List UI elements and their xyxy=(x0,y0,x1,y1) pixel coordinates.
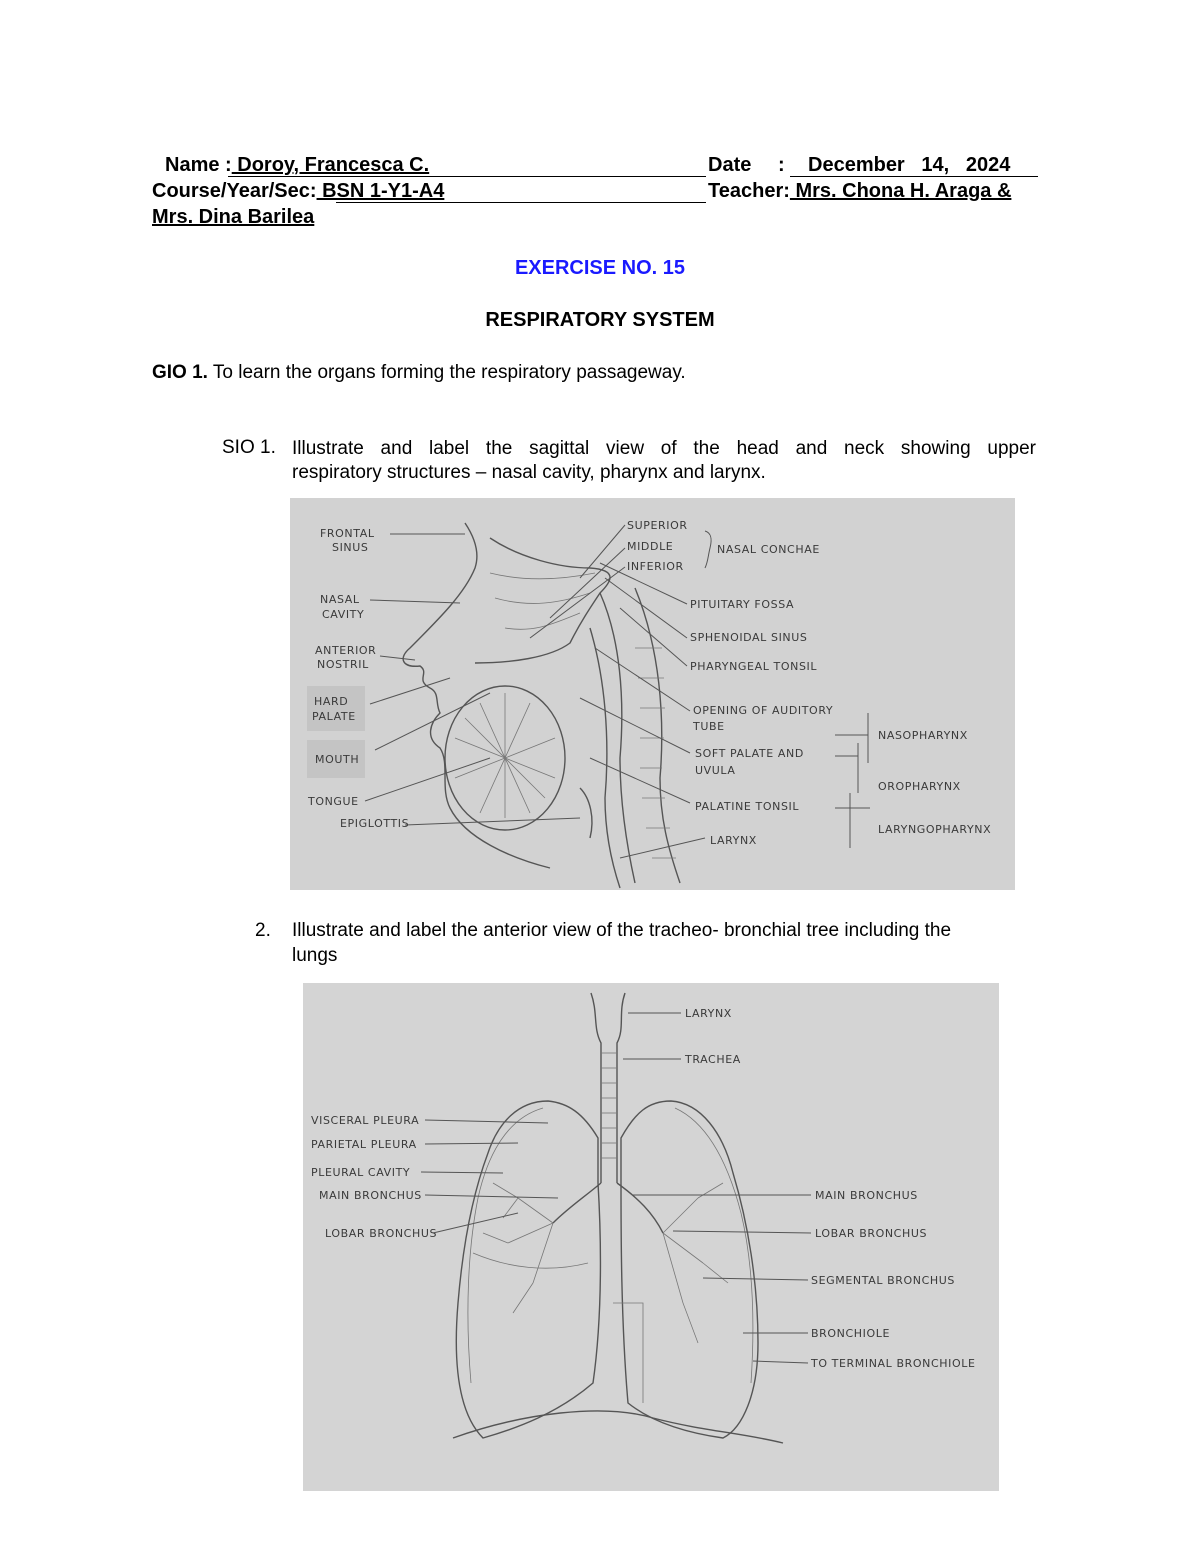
label-larynx: LARYNX xyxy=(710,834,757,847)
label-lobar-bronchus-left: LOBAR BRONCHUS xyxy=(325,1227,438,1240)
sagittal-head-neck-figure xyxy=(290,498,1015,890)
exercise-title: EXERCISE NO. 15 xyxy=(514,257,686,279)
label-frontal-sinus-1: FRONTAL xyxy=(320,527,375,540)
label-pituitary-fossa: PITUITARY FOSSA xyxy=(690,598,795,611)
label-epiglottis: EPIGLOTTIS xyxy=(340,817,410,830)
gio-text: To learn the organs forming the respiratory passageway. xyxy=(207,362,686,383)
gio-line xyxy=(152,361,686,385)
label-laryngopharynx: LARYNGOPHARYNX xyxy=(878,823,992,836)
name-field xyxy=(165,153,429,177)
sio1-number: SIO 1. xyxy=(222,437,276,458)
label-mouth: MOUTH xyxy=(315,753,360,766)
sio1-line2: respiratory structures – nasal cavity, pharynx and larynx. xyxy=(292,462,766,483)
label-superior: SUPERIOR xyxy=(627,519,688,532)
teacher-value: Mrs. Chona H. Araga & xyxy=(789,180,1012,202)
label-trachea: TRACHEA xyxy=(685,1053,741,1066)
course-field xyxy=(152,179,444,203)
label-palatine-tonsil: PALATINE TONSIL xyxy=(695,800,800,813)
label-main-bronchus-right: MAIN BRONCHUS xyxy=(815,1189,918,1202)
label-opening-auditory-2: TUBE xyxy=(693,720,725,733)
date-label: Date xyxy=(708,154,752,176)
label-oropharynx: OROPHARYNX xyxy=(878,780,961,793)
system-title: RESPIRATORY SYSTEM xyxy=(485,309,715,331)
label-larynx: LARYNX xyxy=(685,1007,732,1020)
label-inferior: INFERIOR xyxy=(627,560,684,573)
label-pharyngeal-tonsil: PHARYNGEAL TONSIL xyxy=(690,660,818,673)
label-nasal-conchae: NASAL CONCHAE xyxy=(717,543,820,556)
course-label: Course/Year/Sec: xyxy=(152,180,317,202)
label-hard-palate-1: HARD xyxy=(314,695,349,708)
label-anterior-nostril-1: ANTERIOR xyxy=(315,644,377,657)
label-main-bronchus-left: MAIN BRONCHUS xyxy=(319,1189,422,1202)
teacher-field xyxy=(708,179,1011,203)
label-soft-palate-1: SOFT PALATE AND xyxy=(695,747,804,760)
lungs-drawing xyxy=(303,983,999,1491)
teacher-label: Teacher: xyxy=(708,180,790,202)
name-underline xyxy=(228,176,706,177)
label-nasopharynx: NASOPHARYNX xyxy=(878,729,968,742)
label-nasal-cavity-1: NASAL xyxy=(320,593,360,606)
gio-label: GIO 1. xyxy=(152,362,208,383)
label-sphenoidal-sinus: SPHENOIDAL SINUS xyxy=(690,631,808,644)
label-tongue: TONGUE xyxy=(308,795,359,808)
label-middle: MIDDLE xyxy=(627,540,674,553)
label-visceral-pleura: VISCERAL PLEURA xyxy=(311,1114,420,1127)
name-value: Doroy, Francesca C. xyxy=(231,154,430,176)
label-frontal-sinus-2: SINUS xyxy=(332,541,369,554)
date-value: December 14, 2024 xyxy=(808,154,1011,176)
sio2-line2: lungs xyxy=(292,945,338,966)
course-value: BSN 1-Y1-A4 xyxy=(316,180,445,202)
date-underline xyxy=(790,176,1038,177)
tracheobronchial-tree-figure xyxy=(303,983,999,1491)
sio2-number: 2. xyxy=(255,920,271,941)
course-underline xyxy=(336,202,706,203)
label-opening-auditory-1: OPENING OF AUDITORY xyxy=(693,704,834,717)
label-nasal-cavity-2: CAVITY xyxy=(322,608,365,621)
label-segmental-bronchus: SEGMENTAL BRONCHUS xyxy=(811,1274,956,1287)
label-bronchiole: BRONCHIOLE xyxy=(811,1327,891,1340)
label-lobar-bronchus-right: LOBAR BRONCHUS xyxy=(815,1227,928,1240)
date-colon: : xyxy=(778,154,785,176)
sagittal-drawing xyxy=(290,498,1015,890)
sio1-line1: Illustrate and label the sagittal view of the head and neck showing upper xyxy=(292,438,1036,459)
label-hard-palate-2: PALATE xyxy=(312,710,356,723)
label-anterior-nostril-2: NOSTRIL xyxy=(317,658,369,671)
name-label: Name : xyxy=(165,154,232,176)
label-soft-palate-2: UVULA xyxy=(695,764,736,777)
teacher-value-2: Mrs. Dina Barilea xyxy=(152,206,315,228)
sio2-line1: Illustrate and label the anterior view of the tracheo- bronchial tree including the xyxy=(292,920,952,941)
label-parietal-pleura: PARIETAL PLEURA xyxy=(311,1138,417,1151)
label-pleural-cavity: PLEURAL CAVITY xyxy=(311,1166,411,1179)
label-terminal-bronchiole: TO TERMINAL BRONCHIOLE xyxy=(811,1357,976,1370)
